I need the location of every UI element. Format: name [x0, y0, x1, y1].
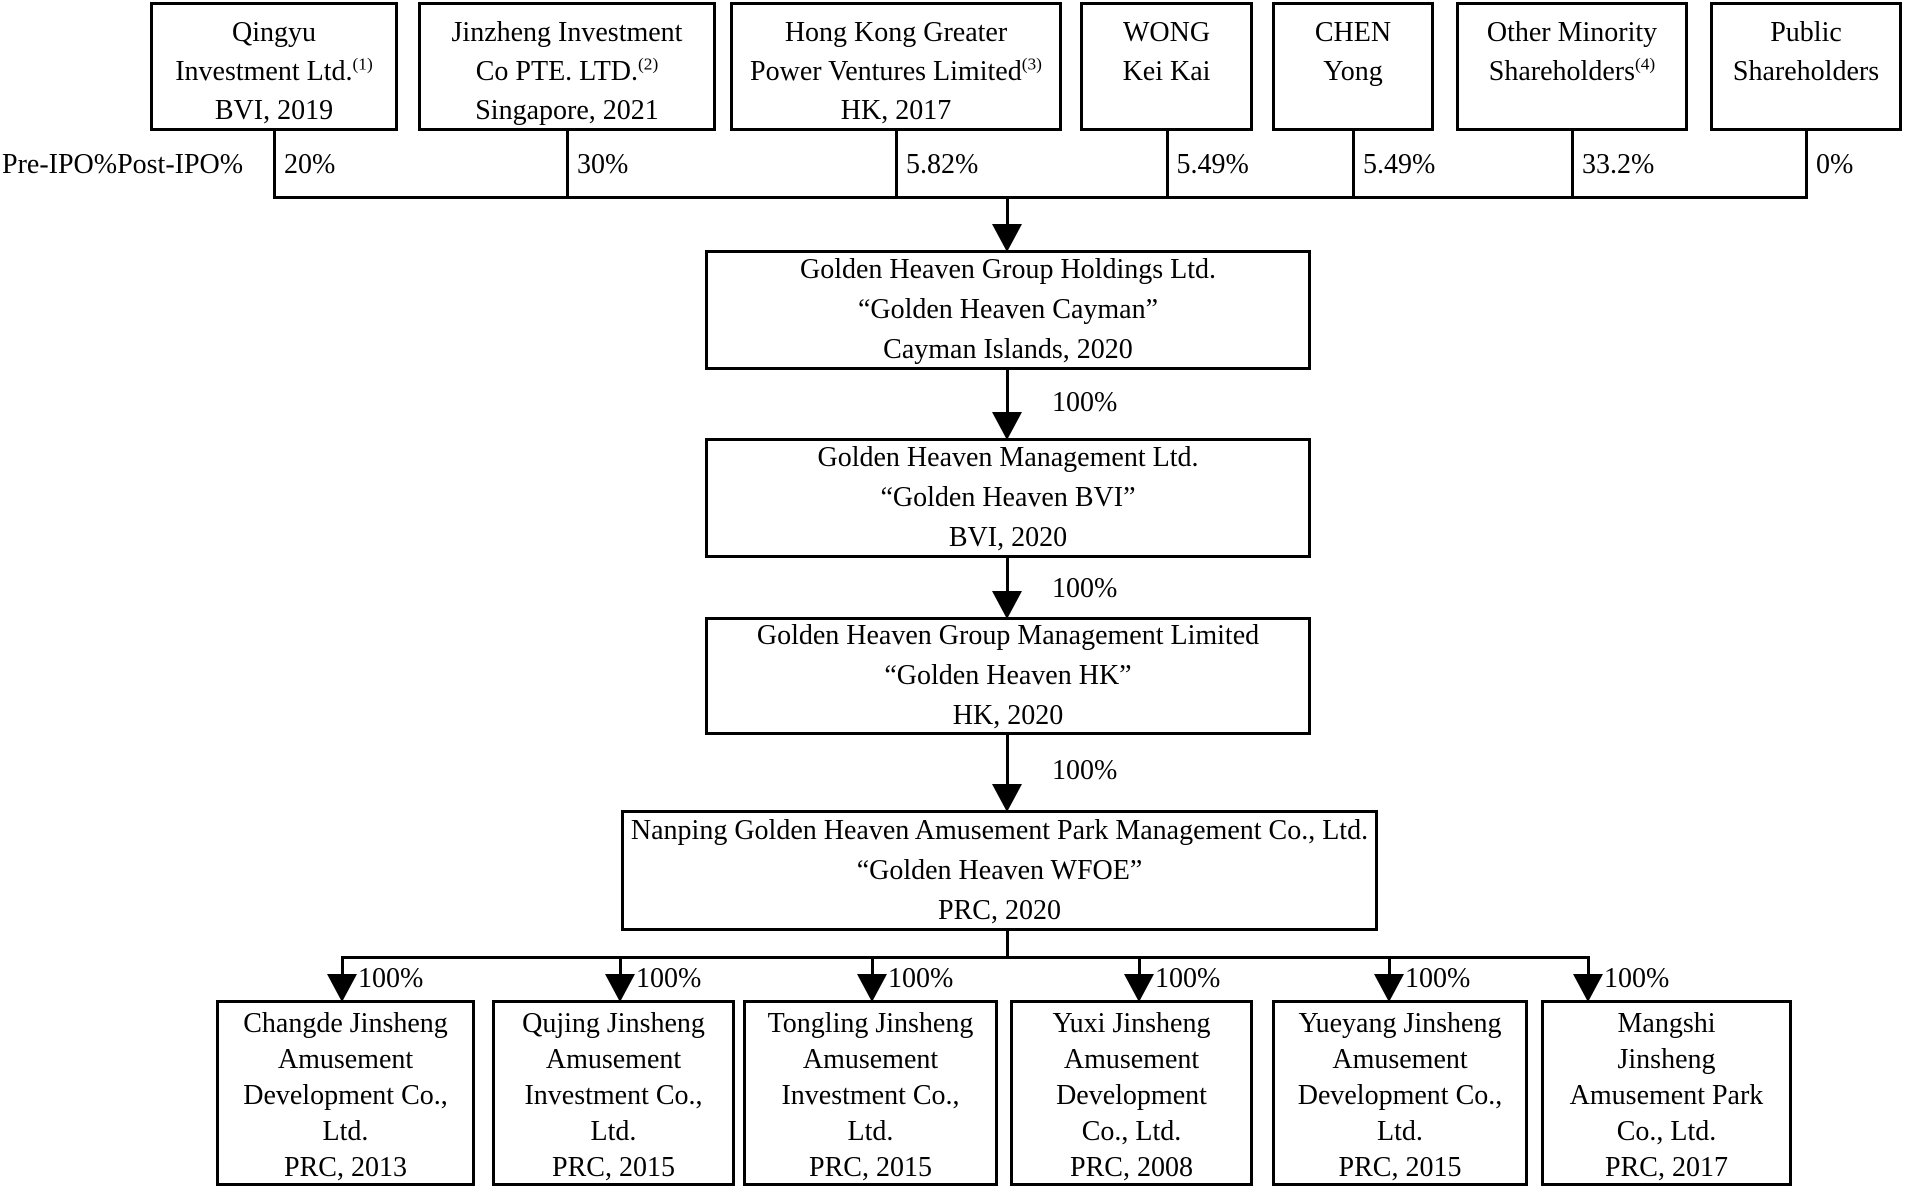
org-box-line: Jinsheng	[1617, 1044, 1716, 1075]
org-box-line: Ltd.	[847, 1116, 894, 1147]
arrowhead-icon	[992, 784, 1022, 812]
ownership-percent-label: 100%	[888, 963, 954, 994]
org-box-line: HK, 2020	[952, 700, 1064, 731]
connector-line	[1388, 956, 1391, 976]
arrowhead-icon	[1374, 974, 1404, 1002]
subsidiary-box-changde	[216, 1000, 475, 1186]
connector-line	[1006, 370, 1009, 414]
org-box-line: Development Co.,	[243, 1080, 448, 1111]
ownership-percent-label: 100%	[1052, 573, 1118, 604]
connector-line	[1587, 956, 1590, 976]
org-box-line: PRC, 2017	[1605, 1152, 1728, 1183]
arrowhead-icon	[327, 974, 357, 1002]
ownership-percent-label: 100%	[1052, 387, 1118, 418]
connector-line	[273, 131, 276, 199]
org-box-line: Singapore, 2021	[475, 95, 659, 126]
connector-line	[1006, 735, 1009, 786]
org-box-line: Qingyu	[232, 17, 316, 48]
footnote-ref: (1)	[352, 54, 373, 74]
connector-line	[566, 131, 569, 199]
org-box-line: “Golden Heaven HK”	[884, 660, 1132, 691]
arrowhead-icon	[992, 224, 1022, 252]
connector-line	[1352, 131, 1355, 199]
chain-box-golden-heaven-cayman	[705, 250, 1311, 370]
chain-box-golden-heaven-hk	[705, 617, 1311, 735]
shareholder-box-other-minority	[1456, 2, 1688, 131]
connector-line	[341, 956, 344, 976]
footnote-ref: (3)	[1021, 54, 1042, 74]
org-box-line: Investment Co.,	[781, 1080, 960, 1111]
subsidiary-box-yueyang	[1272, 1000, 1528, 1186]
ownership-percent-label: 20%	[284, 149, 336, 180]
ownership-percent-label: 30%	[577, 149, 629, 180]
org-box-line: “Golden Heaven WFOE”	[856, 854, 1143, 886]
ownership-percent-label: 100%	[636, 963, 702, 994]
connector-line	[1805, 131, 1808, 199]
connector-line	[619, 956, 622, 976]
connector-line	[1138, 956, 1141, 976]
ownership-percent-label: 100%	[1052, 755, 1118, 786]
org-box-line: Power Ventures Limited$^{(3)}$	[750, 54, 1042, 87]
subsidiary-box-yuxi	[1010, 1000, 1253, 1186]
org-box-line: Qujing Jinsheng	[522, 1008, 705, 1039]
arrowhead-icon	[992, 591, 1022, 619]
org-box-line: PRC, 2015	[552, 1152, 675, 1183]
shareholder-box-wong-kei-kai	[1080, 2, 1253, 131]
org-box-line: Yuxi Jinsheng	[1052, 1008, 1211, 1039]
org-box-line: Nanping Golden Heaven Amusement Park Management Co., Ltd.	[630, 814, 1369, 846]
org-box-line: Amusement	[802, 1044, 939, 1075]
connector-line	[1006, 196, 1009, 227]
connector-line	[1006, 558, 1009, 593]
org-box-line: BVI, 2019	[214, 95, 334, 126]
chain-box-golden-heaven-bvi	[705, 438, 1311, 558]
org-box-line: Amusement	[277, 1044, 414, 1075]
ownership-percent-label: 100%	[1155, 963, 1221, 994]
ownership-percent-label: 33.2%	[1582, 149, 1655, 180]
org-box-line: PRC, 2013	[284, 1152, 407, 1183]
arrowhead-icon	[857, 974, 887, 1002]
shareholder-box-hk-greater-power	[730, 2, 1062, 131]
org-box-line: PRC, 2020	[938, 894, 1061, 926]
org-box-line: Golden Heaven Group Management Limited	[756, 620, 1260, 651]
org-box-line: HK, 2017	[840, 95, 952, 126]
ownership-percent-label: 100%	[1405, 963, 1471, 994]
ownership-percent-label: 5.82%	[906, 149, 979, 180]
ownership-percent-label: 5.49%	[1176, 149, 1249, 180]
org-box-line: WONG	[1122, 17, 1211, 48]
org-box-line: BVI, 2020	[948, 522, 1068, 553]
shareholder-box-jinzheng	[418, 2, 716, 131]
org-box-line: PRC, 2008	[1070, 1152, 1193, 1183]
org-box-line: Development	[1056, 1080, 1207, 1111]
org-box-line: “Golden Heaven Cayman”	[857, 294, 1159, 325]
arrowhead-icon	[605, 974, 635, 1002]
org-box-line: Amusement	[1332, 1044, 1468, 1075]
org-box-line: Ltd.	[1377, 1116, 1423, 1147]
org-box-line: Kei Kai	[1122, 56, 1211, 87]
footnote-ref: (2)	[638, 54, 659, 74]
org-box-line: Mangshi	[1617, 1008, 1716, 1039]
org-box-line: Ltd.	[590, 1116, 637, 1147]
ownership-percent-label: 100%	[358, 963, 424, 994]
org-box-line: PRC, 2015	[809, 1152, 932, 1183]
org-box-line: Cayman Islands, 2020	[883, 334, 1133, 365]
org-box-line: Other Minority	[1486, 17, 1658, 48]
org-box-line: Co., Ltd.	[1081, 1116, 1182, 1147]
arrowhead-icon	[992, 412, 1022, 440]
ownership-percent-label: 100%	[1604, 963, 1670, 994]
arrowhead-icon	[1573, 974, 1603, 1002]
org-box-line: Co PTE. LTD.$^{(2)}$	[475, 54, 659, 87]
org-box-line: Changde Jinsheng	[243, 1008, 448, 1039]
org-box-line: Amusement	[545, 1044, 682, 1075]
org-box-line: Yong	[1323, 56, 1383, 87]
ownership-percent-label: 0%	[1816, 149, 1854, 180]
connector-line	[273, 196, 1807, 199]
connector-line	[871, 956, 874, 976]
org-box-line: Yueyang Jinsheng	[1298, 1008, 1502, 1039]
connector-line	[895, 131, 898, 199]
org-box-line: Investment Co.,	[524, 1080, 703, 1111]
org-box-line: Amusement	[1063, 1044, 1200, 1075]
org-box-line: Development Co.,	[1297, 1080, 1503, 1111]
connector-line	[1571, 131, 1574, 199]
org-box-line: Hong Kong Greater	[784, 17, 1008, 48]
ownership-percent-label: 5.49%	[1363, 149, 1436, 180]
org-box-line: Tongling Jinsheng	[767, 1008, 974, 1039]
connector-line	[341, 956, 1589, 959]
org-box-line: “Golden Heaven BVI”	[880, 482, 1136, 513]
subsidiary-box-tongling	[743, 1000, 998, 1186]
org-box-line: Golden Heaven Group Holdings Ltd.	[799, 254, 1217, 285]
org-box-line: Public	[1770, 17, 1842, 48]
org-box-line: Jinzheng Investment	[451, 17, 683, 48]
org-box-line: Investment Ltd.$^{(1)}$	[175, 54, 373, 87]
org-box-line: CHEN	[1314, 17, 1392, 48]
org-box-line: Ltd.	[322, 1116, 369, 1147]
shareholder-box-qingyu	[150, 2, 398, 131]
org-box-line: Shareholders	[1732, 56, 1880, 87]
subsidiary-box-qujing	[492, 1000, 735, 1186]
org-box-line: PRC, 2015	[1338, 1152, 1462, 1183]
org-box-line: Amusement Park	[1569, 1080, 1764, 1111]
arrowhead-icon	[1124, 974, 1154, 1002]
pre-post-ipo-label: Pre-IPO%Post-IPO%	[2, 149, 244, 180]
org-box-line: Co., Ltd.	[1616, 1116, 1717, 1147]
connector-line	[1006, 931, 1009, 959]
org-box-line: Golden Heaven Management Ltd.	[817, 442, 1199, 473]
chain-box-golden-heaven-wfoe	[621, 810, 1378, 931]
connector-line	[1166, 131, 1169, 199]
subsidiary-box-mangshi	[1541, 1000, 1792, 1186]
footnote-ref: (4)	[1634, 54, 1656, 74]
shareholder-box-public	[1710, 2, 1902, 131]
shareholder-box-chen-yong	[1272, 2, 1434, 131]
org-box-line: Shareholders$^{(4)}$	[1488, 54, 1656, 87]
